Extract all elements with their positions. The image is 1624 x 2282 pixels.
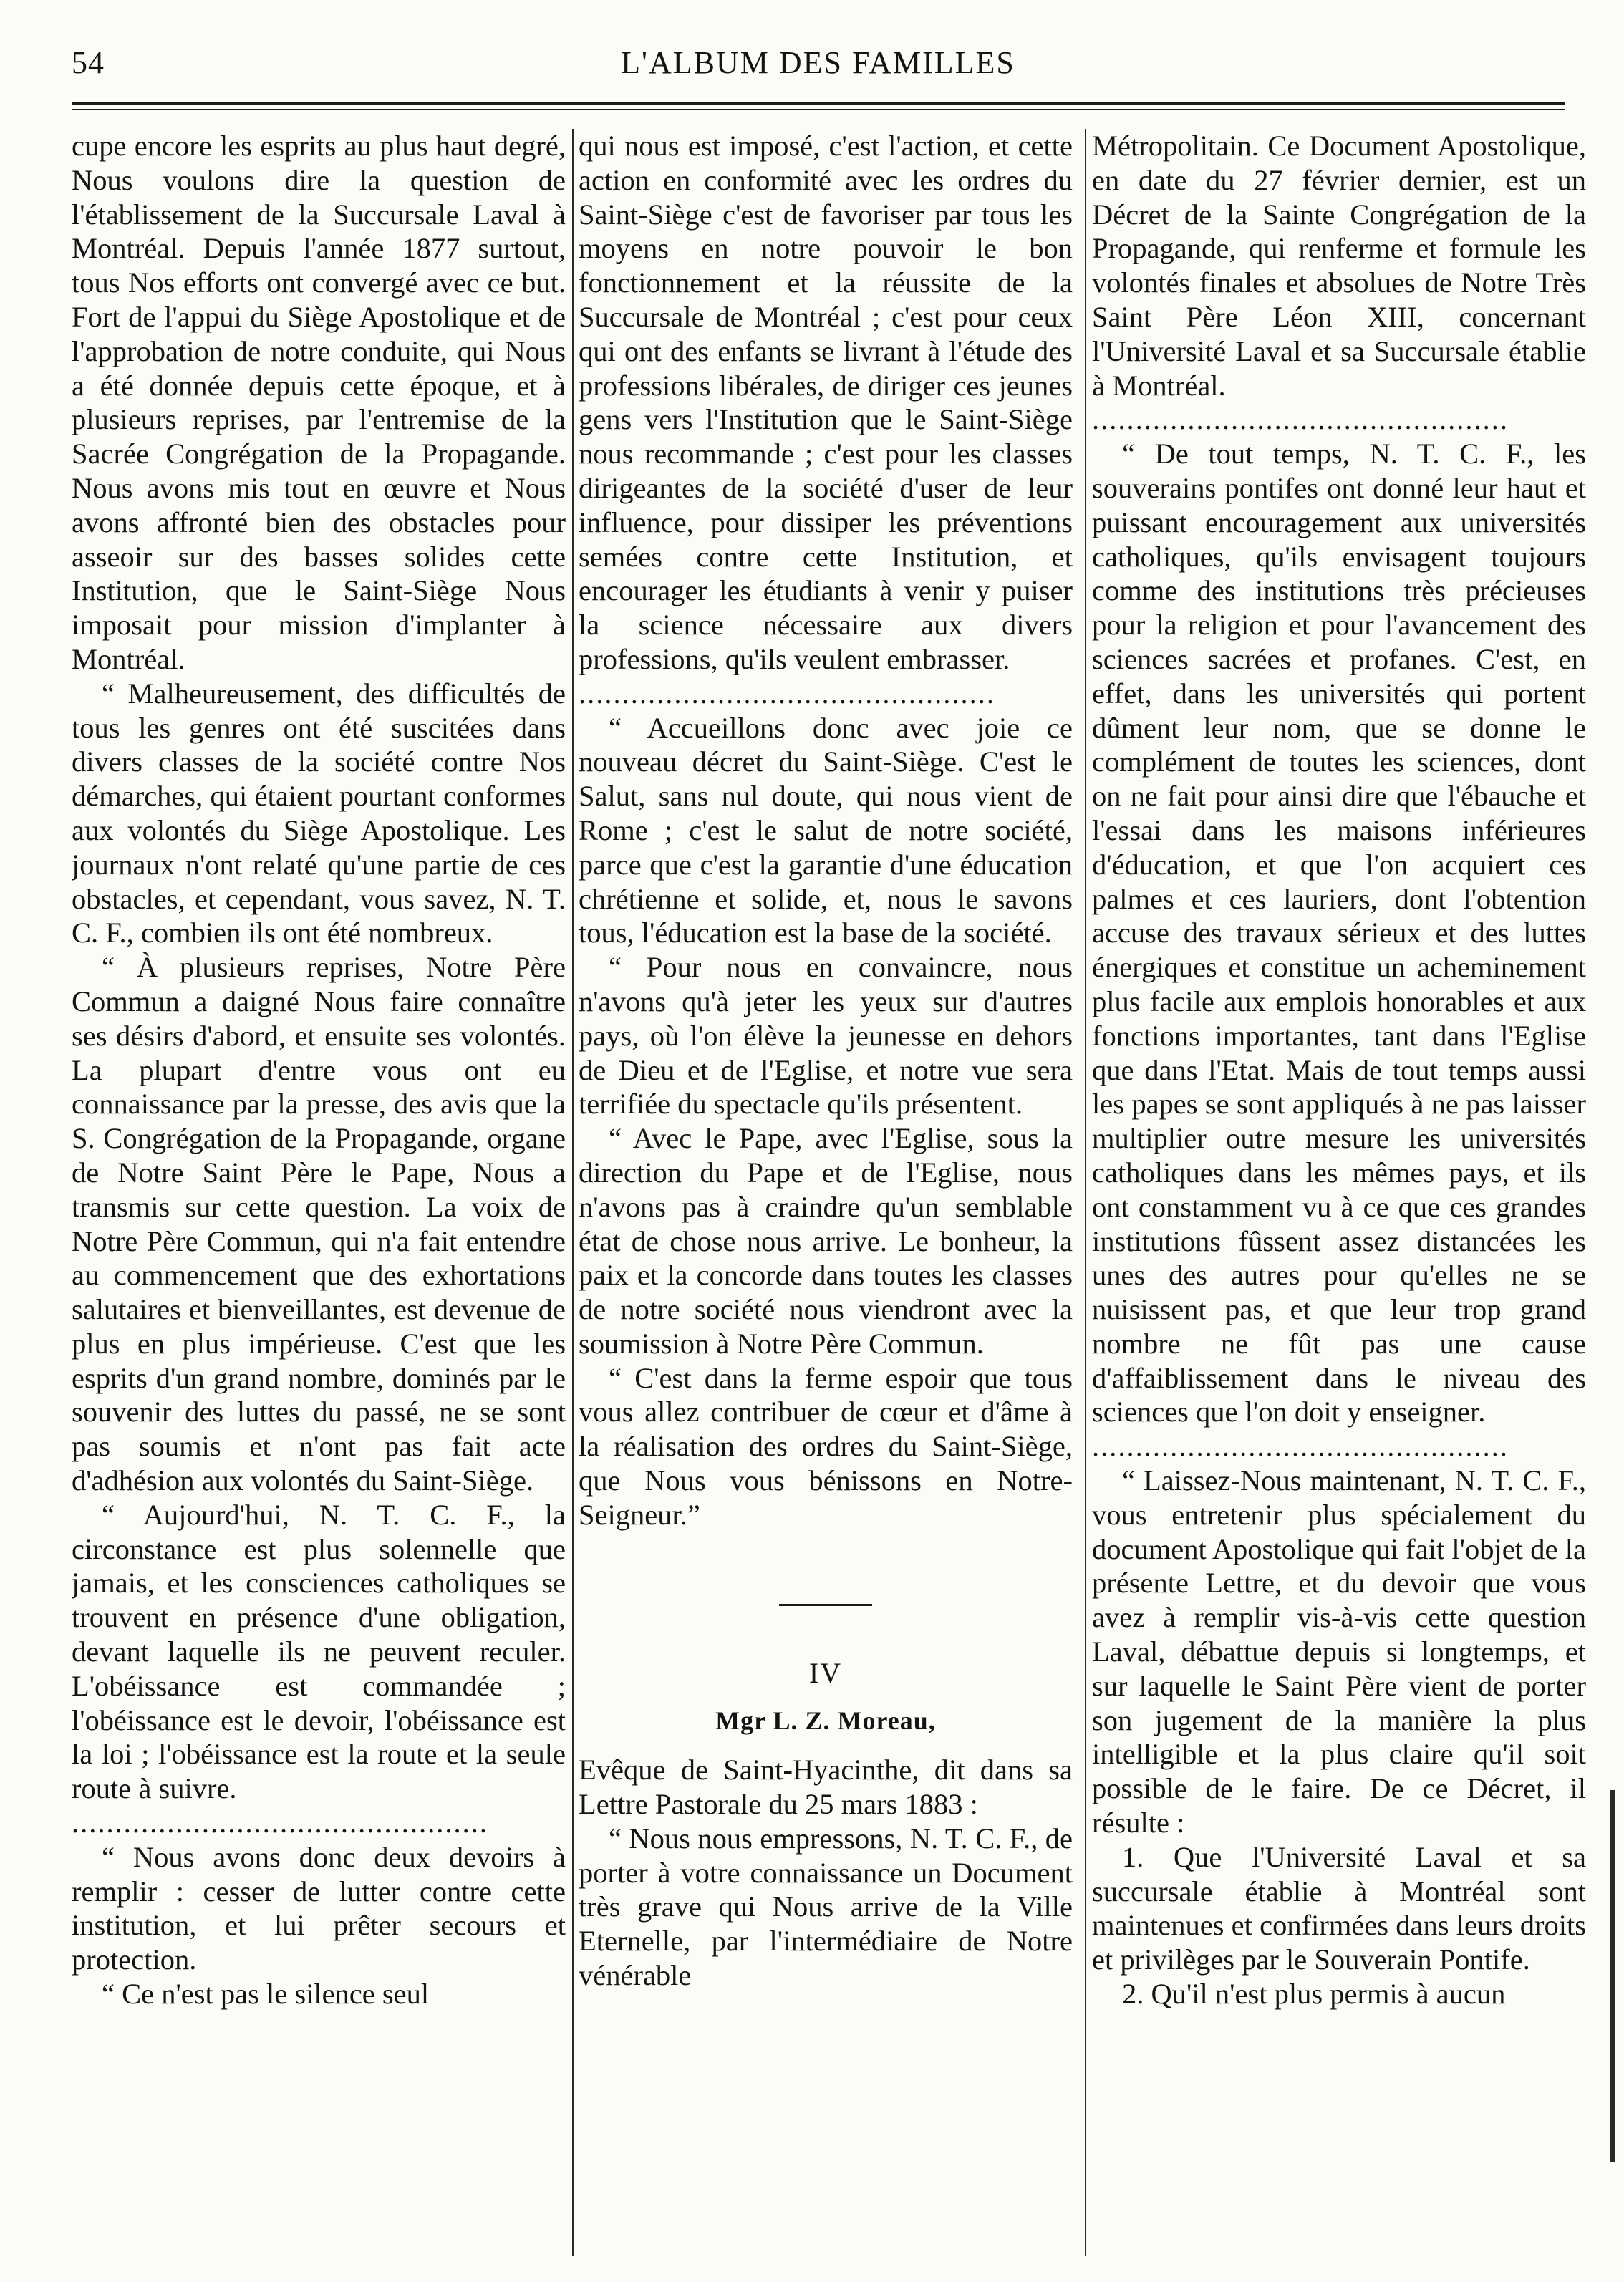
column-2: [579, 129, 1073, 2256]
paragraph: Métropolitain. Ce Document Apostolique, en date du 27 février dernier, est un Décret de la Sainte Congrégation de la Propagande, qui renferme et formule les volontés finales et absolues de Notre Très Saint Père Léon XIII, concernant l'Université Laval et sa Succursale établie à Montréal.: [1092, 130, 1586, 402]
section-number: IV: [808, 1656, 843, 1689]
paragraph: “ À plusieurs reprises, Notre Père Commun a daigné Nous faire connaître ses désirs d'abord, et ensuite ses volontés. La plupart d'entre vous ont eu connaissance par la presse, des avis que la S. Congrégation de la Propagande, organe de Notre Saint Père le Pape, Nous a transmis sur cette question. La voix de Notre Père Commun, qui n'a fait entendre au commencement que des exhortations salutaires et bienveillantes, est devenue de plus en plus impérieuse. C'est que les esprits d'un grand nombre, dominés par le souvenir des luttes du passé, ne se sont pas soumis et n'ont pas fait acte d'adhésion aux volontés du Saint-Siège.: [72, 951, 566, 1497]
paragraph: “ De tout temps, N. T. C. F., les souverains pontifes ont donné leur haut et puissant encouragement aux universités catholiques, qu'ils envisagent toujours comme des institutions très précieuses pour la religion et pour l'avancement des sciences sacrées et profanes. C'est, en effet, dans les universités qui portent dûment leur nom, que se donne le complément de toutes les sciences, dont on ne fait pour ainsi dire que l'ébauche et l'essai dans les maisons inférieures d'éducation, et que l'on acquiert ces palmes et ces lauriers, dont l'obtention accuse des travaux sérieux et des luttes énergiques et constitue un acheminement plus facile aux emplois honorables et aux fonctions importantes, tant dans l'Eglise que dans l'Etat. Mais de tout temps aussi les papes se sont appliqués à ne pas laisser multiplier outre mesure les universités catholiques dans les mêmes pays, et ils ont constamment vu à ce que ces grandes institutions fûssent assez distancées les unes des autres pour qu'elles ne se nuisissent pas, et que leur trop grand nombre ne fût pas une cause d'affaiblissement dans le niveau des sciences que l'on doit y enseigner.: [1092, 437, 1586, 1428]
paragraph: “ Pour nous en convaincre, nous n'avons qu'à jeter les yeux sur d'autres pays, où l'on élève la jeunesse en dehors de Dieu et de l'Eglise, et notre vue sera terrifiée du spectacle qu'ils présentent.: [579, 951, 1073, 1121]
paragraph: “ Nous nous empressons, N. T. C. F., de porter à votre connaissance un Document très grave qui Nous arrive de la Ville Eternelle, par l'intermédiaire de Notre vénérable: [579, 1822, 1073, 1992]
ellipsis-separator: ................................................: [1092, 1430, 1509, 1463]
ellipsis-separator: ................................................: [1092, 403, 1509, 436]
paragraph: “ Avec le Pape, avec l'Eglise, sous la direction du Pape et de l'Eglise, nous n'avons pas à craindre qu'un semblable état de chose nous arrive. Le bonheur, la paix et la concorde dans toutes les classes de notre société nous viendront avec la soumission à Notre Père Commun.: [579, 1122, 1073, 1360]
header-rule: [72, 102, 1565, 105]
column-3: [1092, 129, 1586, 2256]
ellipsis-separator: ................................................: [72, 1807, 488, 1839]
scan-edge-mark: [1610, 1790, 1615, 2162]
column-divider-right: [1085, 129, 1086, 2256]
section-author: Mgr L. Z. Moreau,: [715, 1706, 936, 1736]
header-rule-secondary: [72, 109, 1565, 110]
paragraph: “ Aujourd'hui, N. T. C. F., la circonstance est plus solennelle que jamais, et les consciences catholiques se trouvent en présence d'une obligation, devant laquelle ils ne peuvent reculer. L'obéissance est commandée ; l'obéissance est le devoir, l'obéissance est la loi ; l'obéissance est la route et la seule route à suivre.: [72, 1498, 566, 1805]
paragraph: “ Laissez-Nous maintenant, N. T. C. F., vous entretenir plus spécialement du document Apostolique qui fait l'objet de la présente Lettre, et du devoir que vous avez à remplir vis-à-vis cette question Laval, débattue depuis si longtemps, et sur laquelle le Saint Père vient de porter son jugement de la manière la plus intelligible et la plus claire qu'il soit possible de le faire. De ce Décret, il résulte :: [1092, 1464, 1586, 1839]
paragraph: cupe encore les esprits au plus haut degré, Nous voulons dire la question de l'établissement de la Succursale Laval à Montréal. Depuis l'année 1877 surtout, tous Nos efforts ont convergé avec ce but. Fort de l'appui du Siège Apostolique et de l'approbation de notre conduite, qui Nous a été donnée depuis cette époque, et à plusieurs reprises, par l'entremise de la Sacrée Congrégation de la Propagande. Nous avons mis tout en œuvre et Nous avons affronté bien des obstacles pour asseoir sur des basses solides cette Institution, que le Saint-Siège Nous imposait pour mission d'implanter à Montréal.: [72, 130, 566, 675]
paragraph: qui nous est imposé, c'est l'action, et cette action en conformité avec les ordres du Saint-Siège c'est de favoriser par tous les moyens en notre pouvoir le bon fonctionnement et la réussite de la Succursale de Montréal ; c'est pour ceux qui ont des enfants se livrant à l'étude des professions libérales, de diriger ces jeunes gens vers l'Institution que le Saint-Siège nous recommande ; c'est pour les classes dirigeantes de la société d'user de leur influence, pour dissiper les préventions semées contre cette Institution, et encourager les étudiants à venir y puiser la science nécessaire aux divers professions, qu'ils veulent embrasser.: [579, 130, 1073, 675]
section-rule: [779, 1604, 872, 1606]
paragraph: “ C'est dans la ferme espoir que tous vous allez contribuer de cœur et d'âme à la réalisation des ordres du Saint-Siège, que Nous vous bénissons en Notre-Seigneur.”: [579, 1361, 1073, 1531]
section-intro: Evêque de Saint-Hyacinthe, dit dans sa Lettre Pastorale du 25 mars 1883 :: [579, 1754, 1073, 1821]
paragraph: “ Malheureusement, des difficultés de tous les genres ont été suscitées dans divers classes de la société contre Nos démarches, qui étaient pourtant conformes aux volontés du Siège Apostolique. Les journaux n'ont relaté qu'une partie de ces obstacles, et cependant, vous savez, N. T. C. F., combien ils ont été nombreux.: [72, 677, 566, 949]
page-number: 54: [72, 45, 105, 80]
ellipsis-separator: ................................................: [579, 677, 995, 710]
running-title: L'ALBUM DES FAMILLES: [621, 45, 1015, 80]
column-1: [72, 129, 566, 2256]
column-divider-left: [572, 129, 574, 2256]
paragraph: “ Accueillons donc avec joie ce nouveau décret du Saint-Siège. C'est le Salut, sans nul doute, qui nous vient de Rome ; c'est le salut de notre société, parce que c'est la garantie d'une éducation chrétienne et solide, et, nous le savons tous, l'éducation est la base de la société.: [579, 711, 1073, 949]
paragraph: “ Ce n'est pas le silence seul: [102, 1978, 430, 2011]
page-header: [72, 44, 1565, 95]
paragraph: 2. Qu'il n'est plus permis à aucun: [1122, 1978, 1506, 2011]
paragraph: 1. Que l'Université Laval et sa succursale établie à Montréal sont maintenues et confirmées dans leurs droits et privilèges par le Souverain Pontife.: [1092, 1840, 1586, 1976]
paragraph: “ Nous avons donc deux devoirs à remplir : cesser de lutter contre cette institution, et lui prêter secours et protection.: [72, 1840, 566, 1976]
